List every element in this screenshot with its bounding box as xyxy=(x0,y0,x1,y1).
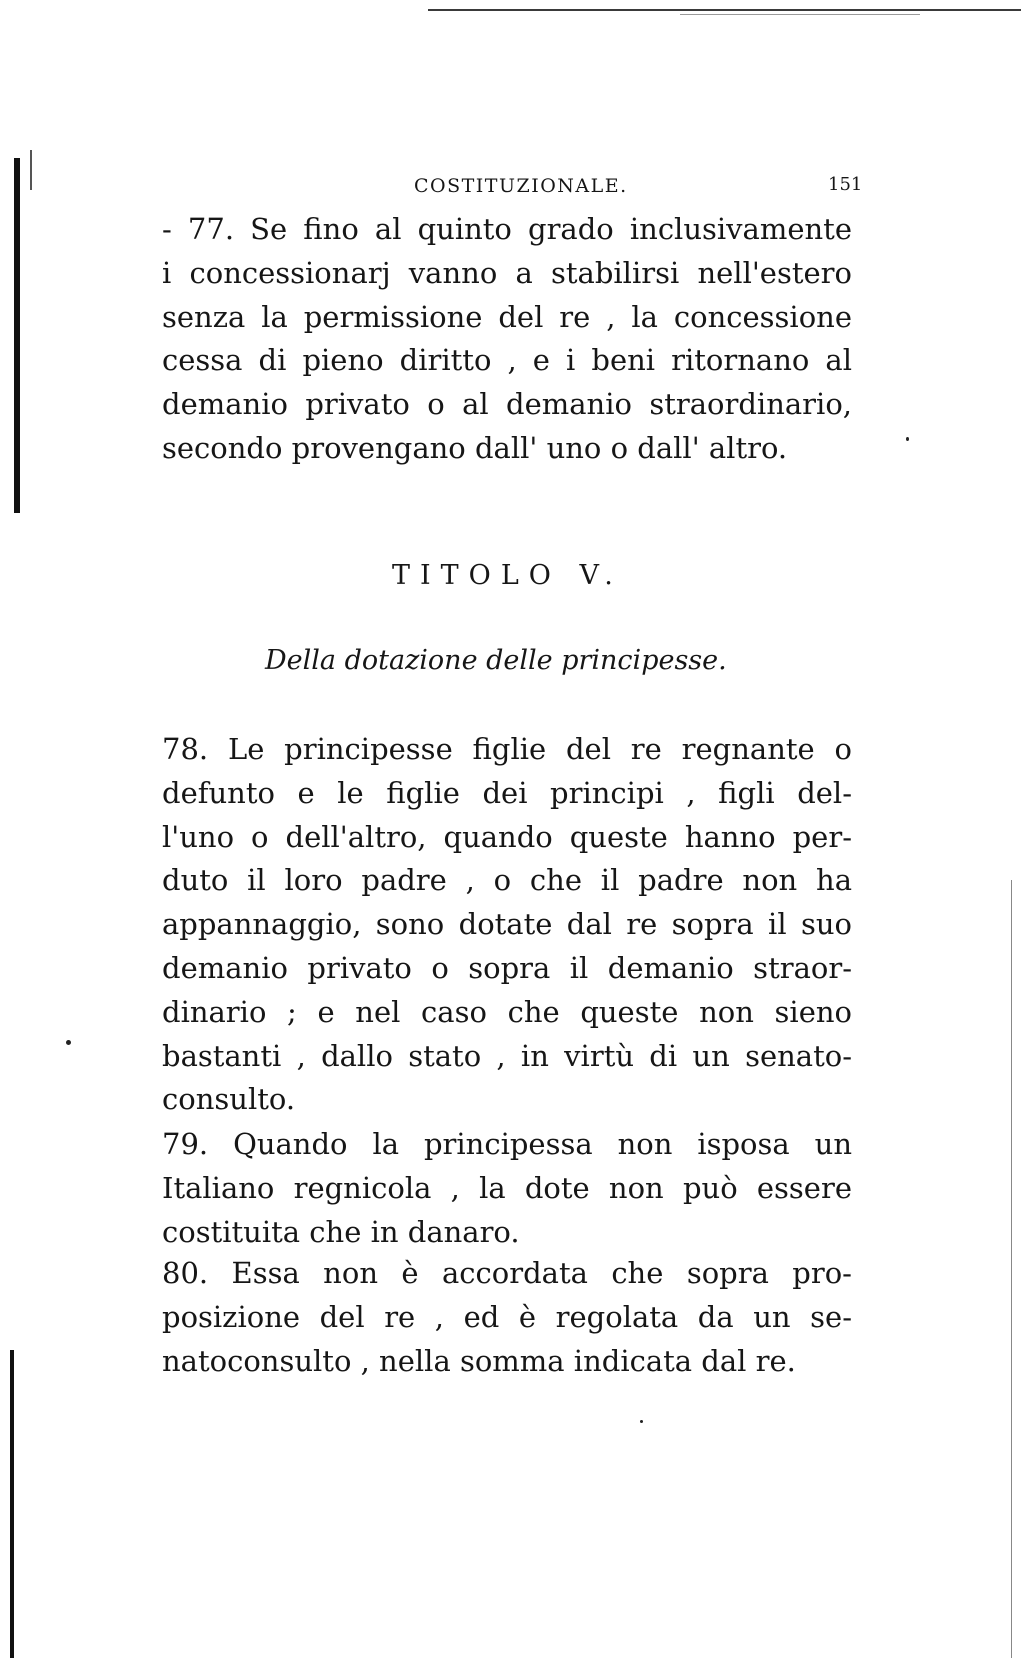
section-title: TITOLO V. xyxy=(392,560,623,591)
article-77 xyxy=(162,208,852,471)
text-line: cessa di pieno diritto , e i beni ritornano al xyxy=(162,343,852,378)
section-subtitle: Della dotazione delle principesse. xyxy=(265,645,727,676)
text-line: posizione del re , ed è regolata da un se- xyxy=(162,1299,852,1334)
text-line: defunto e le figlie dei principi , figli del- xyxy=(162,775,852,810)
text-line: Italiano regnicola , la dote non può essere xyxy=(162,1170,852,1205)
page-number: 151 xyxy=(828,174,863,195)
scan-right-edge xyxy=(1011,880,1012,1658)
scan-speck xyxy=(906,437,909,441)
scan-speck xyxy=(66,1040,71,1045)
article-78 xyxy=(162,728,852,1122)
text-line: appannaggio, sono dotate dal re sopra il suo xyxy=(162,907,852,942)
scan-edge-line xyxy=(428,9,1021,11)
text-line: senza la permissione del re , la concessione xyxy=(162,299,852,334)
text-line: duto il loro padre , o che il padre non ha xyxy=(162,863,852,898)
running-head: COSTITUZIONALE. xyxy=(414,175,628,197)
scan-edge-line-secondary xyxy=(680,14,920,15)
text-line: i concessionarj vanno a stabilirsi nell'estero xyxy=(162,255,852,290)
scan-margin-shadow-top xyxy=(14,158,20,513)
text-line: dinario ; e nel caso che queste non sieno xyxy=(162,994,852,1029)
text-line: secondo provengano dall' uno o dall' altro. xyxy=(162,430,788,465)
text-line: - 77. Se fino al quinto grado inclusivamente xyxy=(162,212,852,246)
text-line: natoconsulto , nella somma indicata dal re. xyxy=(162,1343,796,1378)
article-80 xyxy=(162,1252,852,1383)
text-line: bastanti , dallo stato , in virtù di un senato- xyxy=(162,1038,852,1073)
scan-speck xyxy=(640,1420,643,1423)
text-line: consulto. xyxy=(162,1082,296,1117)
scan-margin-shadow-bottom xyxy=(10,1350,14,1658)
scan-margin-mark xyxy=(30,150,32,190)
article-79 xyxy=(162,1123,852,1254)
text-line: 78. Le principesse figlie del re regnante o xyxy=(162,732,852,766)
text-line: costituita che in danaro. xyxy=(162,1214,520,1249)
text-line: demanio privato o sopra il demanio straor- xyxy=(162,950,852,985)
text-line: 79. Quando la principessa non isposa un xyxy=(162,1127,852,1161)
text-line: demanio privato o al demanio straordinario, xyxy=(162,387,852,422)
text-line: 80. Essa non è accordata che sopra pro- xyxy=(162,1256,852,1290)
text-line: l'uno o dell'altro, quando queste hanno per- xyxy=(162,819,852,854)
